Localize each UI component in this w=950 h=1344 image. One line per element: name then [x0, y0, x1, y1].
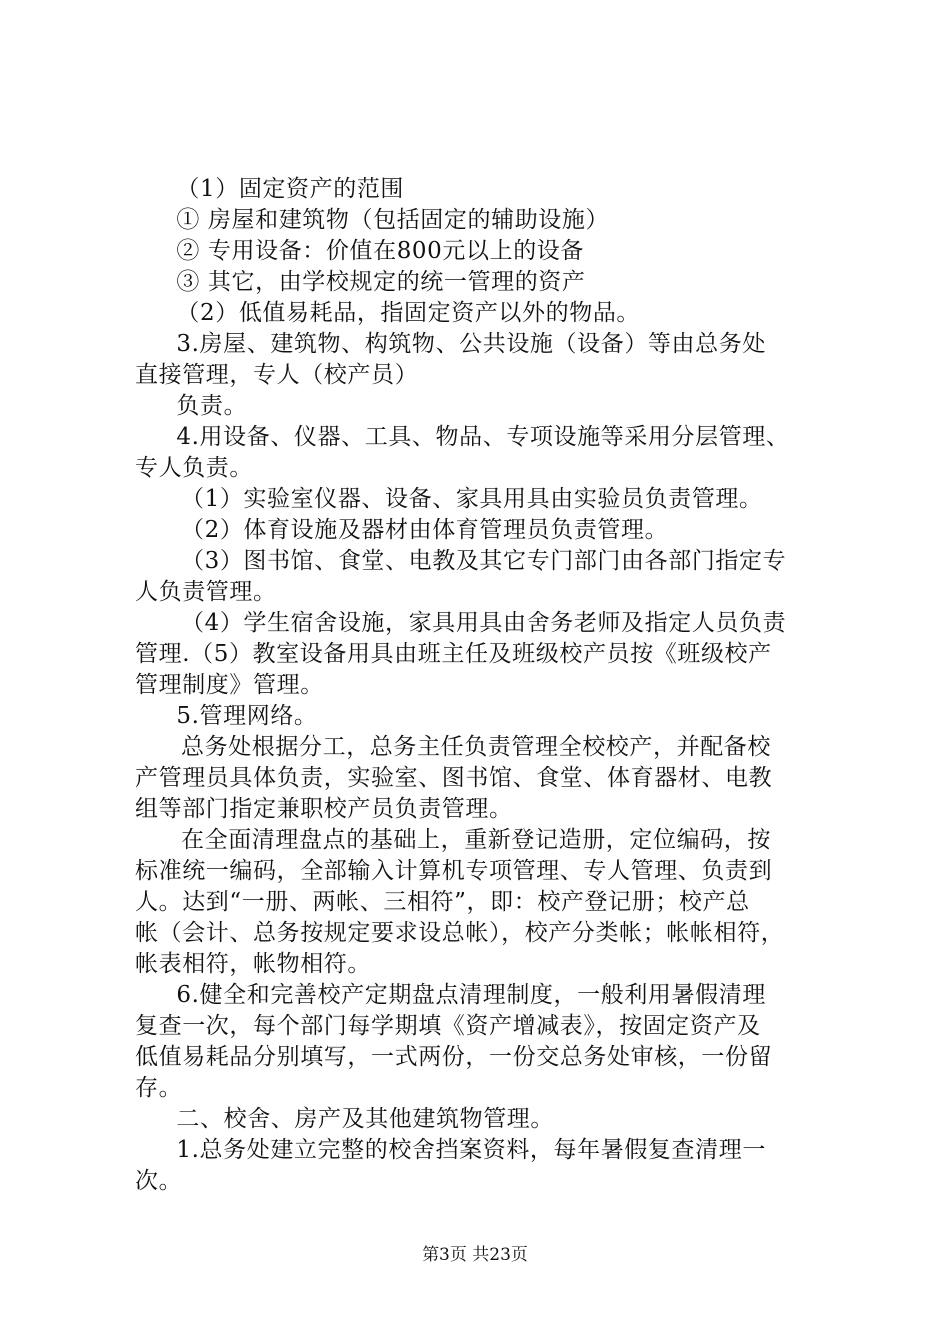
text-line: 人负责管理。 — [135, 579, 277, 605]
text-line: （1）实验室仪器、设备、家具用具由实验员负责管理。 — [181, 486, 763, 512]
document-body — [135, 174, 835, 1197]
text-line: 直接管理，专人（校产员） — [135, 362, 419, 388]
text-line: 帐（会计、总务按规定要求设总帐），校产分类帐；帐帐相符， — [135, 920, 785, 946]
text-line: 组等部门指定兼职校产员负责管理。 — [135, 796, 513, 822]
text-line: （4）学生宿舍设施，家具用具由舍务老师及指定人员负责 — [181, 610, 787, 636]
text-line: 复查一次，每个部门每学期填《资产增减表》，按固定资产及 — [135, 1013, 761, 1039]
text-line: （1）固定资产的范围 — [176, 176, 405, 202]
text-line: 3.房屋、建筑物、构筑物、公共设施（设备）等由总务处 — [176, 331, 766, 357]
text-line: 6.健全和完善校产定期盘点清理制度，一般利用暑假清理 — [176, 982, 766, 1008]
text-line: 5.管理网络。 — [176, 703, 318, 729]
text-line: 产管理员具体负责，实验室、图书馆、食堂、体育器材、电教 — [135, 765, 773, 791]
text-line: 帐表相符，帐物相符。 — [135, 951, 371, 977]
text-line: ② 专用设备：价值在800元以上的设备 — [176, 238, 585, 264]
text-line: 标准统一编码，全部输入计算机专项管理、专人管理、负责到 — [135, 858, 773, 884]
page-footer: 第3页 共23页 — [422, 1245, 528, 1265]
text-line: 管理制度》管理。 — [135, 672, 324, 698]
text-line: 次。 — [135, 1168, 183, 1194]
text-line: （2）低值易耗品，指固定资产以外的物品。 — [176, 300, 641, 326]
text-line: 低值易耗品分别填写，一式两份，一份交总务处审核，一份留 — [135, 1044, 773, 1070]
text-line: 存。 — [135, 1075, 183, 1101]
text-line: 负责。 — [176, 393, 248, 419]
text-line: 总务处根据分工，总务主任负责管理全校校产，并配备校 — [181, 734, 771, 760]
text-line: 管理.（5）教室设备用具由班主任及班级校产员按《班级校产 — [135, 641, 772, 667]
text-line: （2）体育设施及器材由体育管理员负责管理。 — [181, 517, 669, 543]
text-line: 人。达到“一册、两帐、三相符”，即：校产登记册；校产总 — [135, 889, 750, 915]
text-line: ① 房屋和建筑物（包括固定的辅助设施） — [176, 207, 610, 233]
text-line: 二、校舍、房产及其他建筑物管理。 — [176, 1106, 554, 1132]
text-line: 在全面清理盘点的基础上，重新登记造册，定位编码，按 — [181, 827, 771, 853]
text-line: （3）图书馆、食堂、电教及其它专门部门由各部门指定专 — [181, 548, 787, 574]
text-line: 4.用设备、仪器、工具、物品、专项设施等采用分层管理、 — [176, 424, 790, 450]
text-line: ③ 其它，由学校规定的统一管理的资产 — [176, 269, 586, 295]
text-line: 专人负责。 — [135, 455, 253, 481]
text-line: 1.总务处建立完整的校舍挡案资料，每年暑假复查清理一 — [176, 1137, 766, 1163]
